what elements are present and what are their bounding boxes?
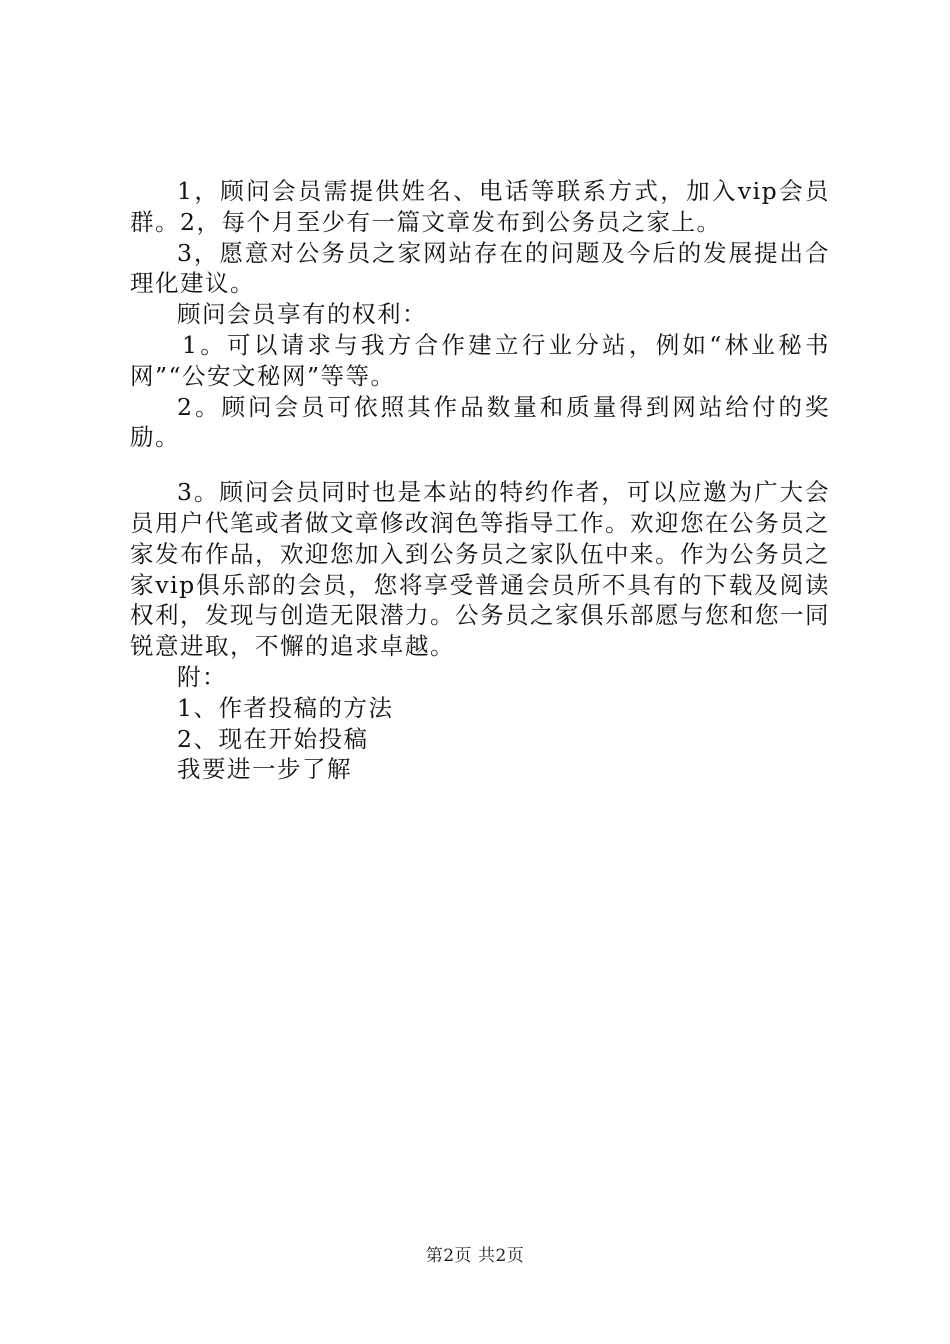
paragraph-rights-heading: 顾问会员享有的权利： bbox=[177, 300, 427, 329]
page-footer: 第2页 共2页 bbox=[425, 1246, 525, 1266]
paragraph-appendix-item-2: 2、现在开始投稿 bbox=[177, 724, 369, 753]
paragraph-requirement-3: 3，愿意对公务员之家网站存在的问题及今后的发展提出合理化建议。 bbox=[130, 238, 830, 298]
paragraph-appendix-heading: 附： bbox=[177, 662, 227, 691]
document-body bbox=[130, 176, 830, 785]
paragraph-advisor-requirements: 1，顾问会员需提供姓名、电话等联系方式，加入vip会员群。2，每个月至少有一篇文章发布到公务员之家上。 bbox=[130, 177, 830, 236]
paragraph-learn-more: 我要进一步了解 bbox=[177, 755, 352, 784]
paragraph-appendix-item-1: 1、作者投稿的方法 bbox=[177, 693, 394, 722]
paragraph-right-3: 3。顾问会员同时也是本站的特约作者，可以应邀为广大会员用户代笔或者做文章修改润色等指导工作。欢迎您在公务员之家发布作品，欢迎您加入到公务员之家队伍中来。作为公务员之家vip俱乐部的会员，您将享受普通会员所不具有的下载及阅读权利，发现与创造无限潜力。公务员之家俱乐部愿与您和您一同锐意进取，不懈的追求卓越。 bbox=[130, 478, 830, 661]
paragraph-right-2: 2。顾问会员可依照其作品数量和质量得到网站给付的奖励。 bbox=[130, 392, 830, 452]
paragraph-right-1: 1。可以请求与我方合作建立行业分站，例如“林业秘书网”“公安文秘网”等等。 bbox=[130, 330, 830, 390]
